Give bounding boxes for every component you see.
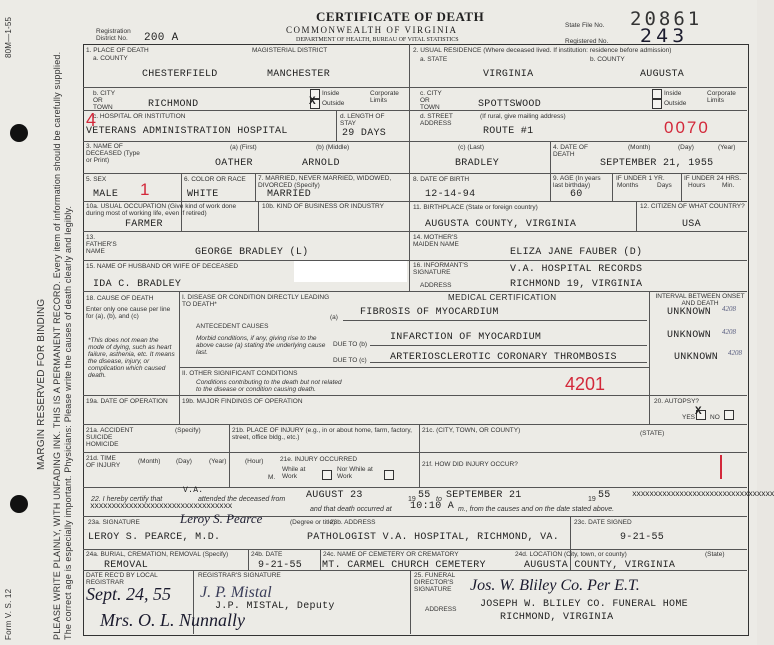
struck-text-right: xxxxxxxxxxxxxxxxxxxxxxxxxxxxxxxxx — [632, 490, 774, 499]
color-race-label: 6. COLOR OR RACE — [184, 176, 246, 183]
citizenship-label: 12. CITIZEN OF WHAT COUNTRY? — [640, 203, 745, 210]
signature-label: 23a. SIGNATURE — [88, 519, 140, 526]
funeral-director-label: 25. FUNERAL DIRECTOR'S SIGNATURE — [414, 572, 455, 593]
hours-label: Hours — [688, 182, 706, 189]
informant-value: V.A. HOSPITAL RECORDS — [510, 264, 643, 275]
last-name-label: (c) (Last) — [458, 144, 484, 151]
cause-b-label: DUE TO (b) — [333, 341, 368, 348]
residence-county-value: AUGUSTA — [640, 69, 685, 80]
informant-address-value: RICHMOND 19, VIRGINIA — [510, 279, 643, 290]
death-occurred-label: and that death occurred at — [310, 506, 392, 513]
street-address-label: d. STREET ADDRESS — [420, 113, 453, 127]
first-name-value: OATHER — [215, 158, 253, 169]
residence-outside-label: Outside — [664, 100, 687, 107]
struck-text-left: xxxxxxxxxxxxxxxxxxxxxxxxxxxxxxxxx — [90, 502, 232, 511]
location-label: 24d. LOCATION (City, town, or county) — [515, 551, 627, 558]
sex-value: MALE — [93, 189, 119, 200]
sex-label: 5. SEX — [86, 176, 107, 183]
dod-month-label: (Month) — [628, 144, 651, 151]
burial-label: 24a. BURIAL, CREMATION, REMOVAL (Specify) — [86, 551, 229, 558]
cause-a-value: FIBROSIS OF MYOCARDIUM — [360, 307, 499, 318]
how-injury-label: 21f. HOW DID INJURY OCCUR? — [422, 461, 518, 468]
form-code: 80M—1-55 — [4, 16, 13, 58]
middle-name-value: ARNOLD — [302, 158, 340, 169]
registration-district-value: 200 A — [144, 32, 179, 44]
interval-c-value: UNKNOWN — [674, 352, 719, 363]
time-day-label: (Day) — [176, 458, 192, 465]
middle-name-label: (b) (Middle) — [316, 144, 350, 151]
informant-address-label: ADDRESS — [420, 282, 452, 289]
injury-occurred-label: 21e. INJURY OCCURRED — [280, 456, 358, 463]
while-at-work-label: While at Work — [282, 466, 306, 480]
date-received-value: Sept. 24, 55 — [86, 584, 171, 604]
attended-from-value: AUGUST 23 — [306, 490, 363, 501]
accident-label: 21a. ACCIDENT SUICIDE HOMICIDE — [86, 427, 134, 448]
autopsy-yes-label: YES — [682, 414, 696, 421]
registration-district-label: Registration District No. — [96, 28, 131, 42]
place-city-label: b. CITY OR TOWN — [93, 90, 115, 111]
place-outside-label: Outside — [322, 100, 345, 107]
under-24-hours-label: IF UNDER 24 HRS. — [684, 175, 742, 182]
certify-attended-label: attended the deceased from — [198, 496, 286, 503]
interval-a-value: UNKNOWN — [667, 307, 712, 318]
residence-outside-checkbox — [652, 99, 662, 109]
cause-c-value: ARTERIOSCLEROTIC CORONARY THROMBOSIS — [390, 352, 617, 363]
binding-hole-top — [10, 124, 28, 142]
time-hour-label: (Hour) — [245, 458, 264, 465]
redacted-area — [294, 261, 407, 282]
length-of-stay-value: 29 DAYS — [342, 128, 387, 139]
location-state-label: (State) — [705, 551, 725, 558]
physician-name-value: LEROY S. PEARCE, M.D. — [88, 532, 221, 543]
marital-status-value: MARRIED — [267, 189, 312, 200]
date-signed-label: 23c. DATE SIGNED — [574, 519, 632, 526]
birthplace-label: 11. BIRTHPLACE (State or foreign country) — [413, 204, 538, 211]
birthplace-value: AUGUSTA COUNTY, VIRGINIA — [425, 219, 577, 230]
residence-city-value: SPOTTSWOOD — [478, 99, 542, 110]
binding-margin — [0, 0, 82, 645]
first-name-label: (a) (First) — [230, 144, 257, 151]
color-race-value: WHITE — [187, 189, 219, 200]
autopsy-no-checkbox — [724, 410, 734, 420]
interval-b-value: UNKNOWN — [667, 330, 712, 341]
funeral-home-name: JOSEPH W. BLILEY CO. FUNERAL HOME — [480, 599, 688, 610]
death-time-value: 10:10 A — [410, 501, 455, 512]
deceased-name-label: 3. NAME OF DECEASED (Type or Print) — [86, 143, 140, 164]
minutes-label: Min. — [722, 182, 735, 189]
commonwealth-label: COMMONWEALTH OF VIRGINIA — [286, 25, 458, 35]
state-file-number: 20861 — [630, 8, 703, 30]
bottom-signature: Mrs. O. L. Nunnally — [100, 610, 246, 630]
residence-inside-checkbox — [652, 89, 662, 99]
time-of-injury-label: 21d. TIME OF INJURY — [86, 455, 121, 469]
certify-to-label: to — [436, 496, 442, 503]
not-at-work-checkbox — [384, 470, 394, 480]
dod-year-label: (Year) — [718, 144, 736, 151]
occupation-label: 10a. USUAL OCCUPATION (Give kind of work done during most of working life, even if retired) — [86, 203, 237, 217]
age-label: 9. AGE (In years last birthday) — [553, 175, 601, 189]
injury-city-label: 21c. (CITY, TOWN, OR COUNTY) — [422, 427, 521, 434]
binding-hole-bottom — [10, 495, 28, 513]
interval-label: INTERVAL BETWEEN ONSET AND DEATH — [655, 293, 745, 307]
burial-date-value: 9-21-55 — [258, 560, 303, 571]
cemetery-label: 24c. NAME OF CEMETERY OR CREMATORY — [323, 551, 459, 558]
cause-c-label: DUE TO (c) — [333, 357, 367, 364]
cause-hint: Enter only one cause per line for (a), (b), and (c) — [86, 306, 171, 320]
industry-label: 10b. KIND OF BUSINESS OR INDUSTRY — [262, 203, 384, 210]
place-of-injury-label: 21b. PLACE OF INJURY (e.g., in or about home, farm, factory, street, office bldg., etc.) — [232, 427, 412, 441]
state-file-label: State File No. — [565, 22, 605, 29]
length-of-stay-label: d. LENGTH OF STAY — [340, 113, 385, 127]
while-at-work-checkbox — [322, 470, 332, 480]
date-of-death-label: 4. DATE OF DEATH — [553, 144, 588, 158]
magisterial-district-value: MANCHESTER — [267, 69, 331, 80]
marital-status-label: 7. MARRIED, NEVER MARRIED, WIDOWED, DIVORCED (Specify) — [258, 175, 392, 189]
date-signed-value: 9-21-55 — [620, 532, 665, 543]
place-city-value: RICHMOND — [148, 99, 199, 110]
autopsy-label: 20. AUTOPSY? — [654, 398, 700, 405]
side-instructions-1: PLEASE WRITE PLAINLY, WITH UNFADING INK. THIS IS A PERMANENT RECORD. Every item of information should be carefully supplied. — [52, 51, 62, 640]
margin-reserved-label: MARGIN RESERVED FOR BINDING — [36, 298, 47, 470]
funeral-home-city: RICHMOND, VIRGINIA — [500, 612, 614, 623]
registrar-signature: J. P. Mistal — [200, 584, 272, 601]
red-cause-code: 4201 — [565, 374, 606, 394]
certify-label: 22. I hereby certify that — [91, 496, 163, 503]
registrar-name-value: J.P. MISTAL, Deputy — [215, 601, 335, 612]
residence-corporate-label: Corporate Limits — [707, 90, 736, 104]
certify-va: V.A. — [183, 486, 204, 495]
autopsy-no-label: NO — [710, 414, 720, 421]
form-number: Form V. S. 12 — [4, 588, 13, 640]
department-label: DEPARTMENT OF HEALTH, BUREAU OF VITAL STATISTICS — [296, 37, 459, 43]
registrar-signature-label: REGISTRAR'S SIGNATURE — [198, 572, 281, 579]
days-label: Days — [657, 182, 672, 189]
informant-label: 16. INFORMANT'S SIGNATURE — [413, 262, 469, 276]
registered-number-value: 243 — [640, 25, 689, 47]
usual-residence-label: 2. USUAL RESIDENCE (Where deceased lived. If institution: residence before admission) — [413, 47, 672, 54]
spouse-name-value: IDA C. BRADLEY — [93, 279, 182, 290]
hospital-label: c. HOSPITAL OR INSTITUTION — [93, 113, 186, 120]
burial-value: REMOVAL — [104, 560, 149, 571]
burial-date-label: 24b. DATE — [251, 551, 283, 558]
medical-certification-heading: MEDICAL CERTIFICATION — [448, 293, 557, 302]
father-name-label: 13. FATHER'S NAME — [86, 234, 117, 255]
side-instructions-2: The correct age is especially important. Physicians: Please write the causes of death clearly and legibly. — [63, 205, 73, 640]
cause-of-death-label: 18. CAUSE OF DEATH — [86, 295, 154, 302]
antecedent-causes-label: ANTECEDENT CAUSES — [196, 323, 269, 330]
months-label: Months — [617, 182, 639, 189]
magisterial-district-label: MAGISTERIAL DISTRICT — [252, 47, 328, 54]
attended-to-year: 55 — [598, 490, 611, 501]
from-year-19: 19 — [408, 496, 416, 503]
mode-of-dying-note: *This does not mean the mode of dying, such as heart failure, asthenia, etc. It means the disease, injury, or complication which caused death. — [88, 337, 175, 379]
place-inside-label: Inside — [322, 90, 340, 97]
death-occurred-tail: m., from the causes and on the date stated above. — [458, 506, 615, 513]
part-two-hint: Conditions contributing to the death but not related to the disease or condition causing death. — [196, 379, 342, 393]
dod-day-label: (Day) — [678, 144, 694, 151]
place-county-label: a. COUNTY — [93, 55, 128, 62]
residence-inside-label: Inside — [664, 90, 682, 97]
date-received-label: DATE REC'D BY LOCAL REGISTRAR — [86, 572, 158, 586]
residence-state-value: VIRGINIA — [483, 69, 534, 80]
physician-address-value: PATHOLOGIST V.A. HOSPITAL, RICHMOND, VA. — [307, 532, 560, 543]
cause-code-c: 4208 — [728, 349, 742, 357]
not-at-work-label: Nor While at Work — [337, 466, 373, 480]
residence-city-label: c. CITY OR TOWN — [420, 90, 442, 111]
cause-b-value: INFARCTION OF MYOCARDIUM — [390, 332, 542, 343]
operation-findings-label: 19b. MAJOR FINDINGS OF OPERATION — [182, 398, 303, 405]
date-of-birth-label: 8. DATE OF BIRTH — [413, 176, 470, 183]
age-value: 60 — [570, 189, 583, 200]
registered-number-label: Registered No. — [565, 38, 609, 45]
attended-from-year: 55 — [418, 490, 431, 501]
place-of-death-label: 1. PLACE OF DEATH — [86, 47, 149, 54]
red-residence-code: 0070 — [664, 118, 710, 137]
accident-specify-label: (Specify) — [175, 427, 201, 434]
cause-a-label: (a) — [330, 314, 338, 321]
part-one-label: I. DISEASE OR CONDITION DIRECTLY LEADING TO DEATH* — [182, 294, 330, 308]
street-address-hint: (If rural, give mailing address) — [480, 113, 566, 120]
citizenship-value: USA — [682, 219, 701, 230]
physician-signature: Leroy S. Pearce — [180, 511, 263, 526]
cause-code-b: 4208 — [722, 328, 736, 336]
funeral-director-signature: Jos. W. Bliley Co. Per E.T. — [470, 577, 640, 594]
time-month-label: (Month) — [138, 458, 161, 465]
mother-name-label: 14. MOTHER'S MAIDEN NAME — [413, 234, 459, 248]
hospital-value: VETERANS ADMINISTRATION HOSPITAL — [86, 126, 288, 137]
certificate-title: CERTIFICATE OF DEATH — [316, 9, 485, 24]
to-year-19: 19 — [588, 496, 596, 503]
attended-to-value: SEPTEMBER 21 — [446, 490, 522, 501]
residence-state-label: a. STATE — [420, 56, 448, 63]
operation-date-label: 19a. DATE OF OPERATION — [86, 398, 168, 405]
time-m-label: M. — [268, 474, 276, 481]
residence-county-label: b. COUNTY — [590, 56, 625, 63]
date-of-birth-value: 12-14-94 — [425, 189, 476, 200]
location-value: AUGUSTA COUNTY, VIRGINIA — [524, 560, 676, 571]
cemetery-value: MT. CARMEL CHURCH CEMETERY — [322, 560, 486, 571]
part-two-label: II. OTHER SIGNIFICANT CONDITIONS — [182, 370, 298, 377]
red-mark-place: 4 — [86, 110, 97, 130]
spouse-name-label: 15. NAME OF HUSBAND OR WIFE OF DECEASED — [86, 263, 239, 270]
date-of-death-value: SEPTEMBER 21, 1955 — [600, 158, 714, 169]
red-tick-mark — [720, 455, 722, 479]
injury-state-label: (STATE) — [640, 430, 665, 437]
place-county-value: CHESTERFIELD — [142, 69, 218, 80]
cause-code-a: 4208 — [722, 305, 736, 313]
red-mark-sex: 1 — [140, 180, 150, 199]
autopsy-yes-mark: X — [695, 406, 702, 418]
funeral-address-label: ADDRESS — [425, 606, 457, 613]
street-address-value: ROUTE #1 — [483, 126, 534, 137]
occupation-value: FARMER — [125, 219, 163, 230]
father-name-value: GEORGE BRADLEY (L) — [195, 247, 309, 258]
under-one-year-label: IF UNDER 1 YR. — [616, 175, 665, 182]
last-name-value: BRADLEY — [455, 158, 500, 169]
place-outside-mark: X — [309, 96, 316, 108]
mother-name-value: ELIZA JANE FAUBER (D) — [510, 247, 643, 258]
place-corporate-label: Corporate Limits — [370, 90, 399, 104]
time-year-label: (Year) — [209, 458, 227, 465]
cert-address-label: 23b. ADDRESS — [330, 519, 376, 526]
morbid-conditions-hint: Morbid conditions, if any, giving rise to the above cause (a) stating the underlying cause last. — [196, 335, 326, 356]
degree-title-label: (Degree or title) — [290, 519, 336, 526]
